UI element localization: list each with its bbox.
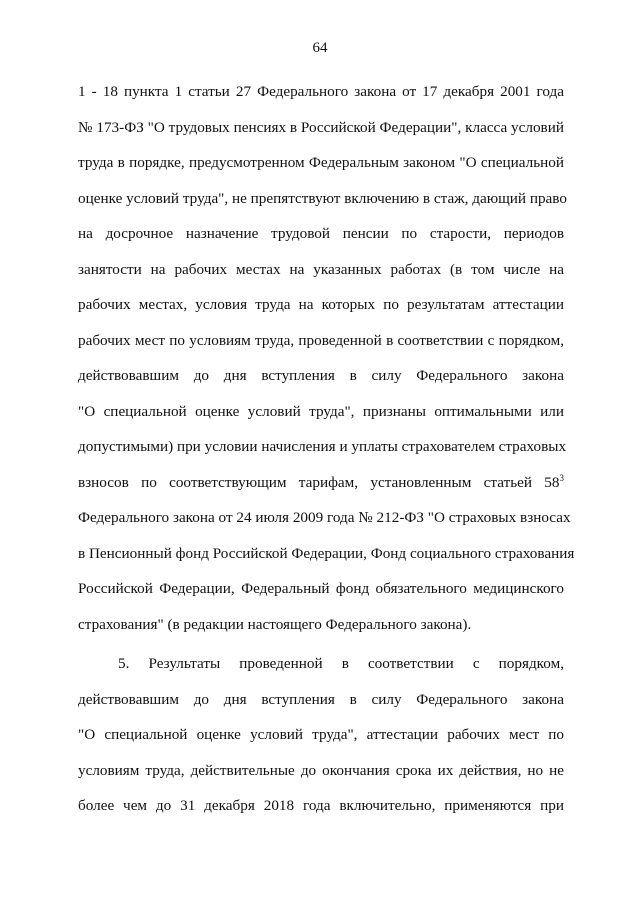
text-line: рабочих мест по условиям труда, проведенной в соответствии с порядком, — [78, 331, 564, 349]
text-line: более чем до 31 декабря 2018 года включительно, применяются при — [78, 797, 564, 814]
text-line: занятости на рабочих местах на указанных работах (в том числе на — [78, 260, 564, 278]
text-line: страхования" (в редакции настоящего Федерального закона). — [78, 615, 472, 633]
text-line-main: взносов по соответствующим тарифам, установленным статьей 58 — [78, 473, 560, 491]
text-line: Федерального закона от 24 июля 2009 года № 212-ФЗ "О страховых взносах — [78, 509, 571, 526]
text-line: "О специальной оценке условий труда", признаны оптимальными или — [78, 402, 564, 420]
text-line: действовавшим до дня вступления в силу Федерального закона — [78, 367, 564, 384]
text-line: оценке условий труда", не препятствуют включению в стаж, дающий право — [78, 189, 567, 207]
text-line: в Пенсионный фонд Российской Федерации, Фонд социального страхования — [78, 544, 575, 562]
text-line: труда в порядке, предусмотренном Федеральным законом "О специальной — [78, 154, 564, 171]
text-line: 1 - 18 пункта 1 статьи 27 Федерального закона от 17 декабря 2001 года — [78, 83, 564, 100]
text-line: условиям труда, действительные до окончания срока их действия, но не — [78, 761, 564, 779]
text-line: 5. Результаты проведенной в соответствии с порядком, — [118, 655, 564, 672]
text-line: рабочих местах, условия труда на которых по результатам аттестации — [78, 296, 564, 313]
text-line-with-superscript — [78, 465, 564, 501]
document-body — [78, 74, 575, 824]
page-number: 64 — [312, 40, 328, 56]
paragraph-1 — [78, 74, 575, 642]
text-line: на досрочное назначение трудовой пенсии по старости, периодов — [78, 225, 564, 242]
text-line: Российской Федерации, Федеральный фонд обязательного медицинского — [78, 580, 564, 597]
article-superscript: 3 — [559, 472, 564, 483]
paragraph-2 — [78, 646, 564, 824]
text-line: действовавшим до дня вступления в силу Федерального закона — [78, 690, 564, 708]
text-line: "О специальной оценке условий труда", аттестации рабочих мест по — [78, 726, 564, 743]
text-line: допустимыми) при условии начисления и уплаты страхователем страховых — [78, 438, 567, 455]
text-line: № 173-ФЗ "О трудовых пенсиях в Российской Федерации", класса условий — [78, 118, 564, 136]
